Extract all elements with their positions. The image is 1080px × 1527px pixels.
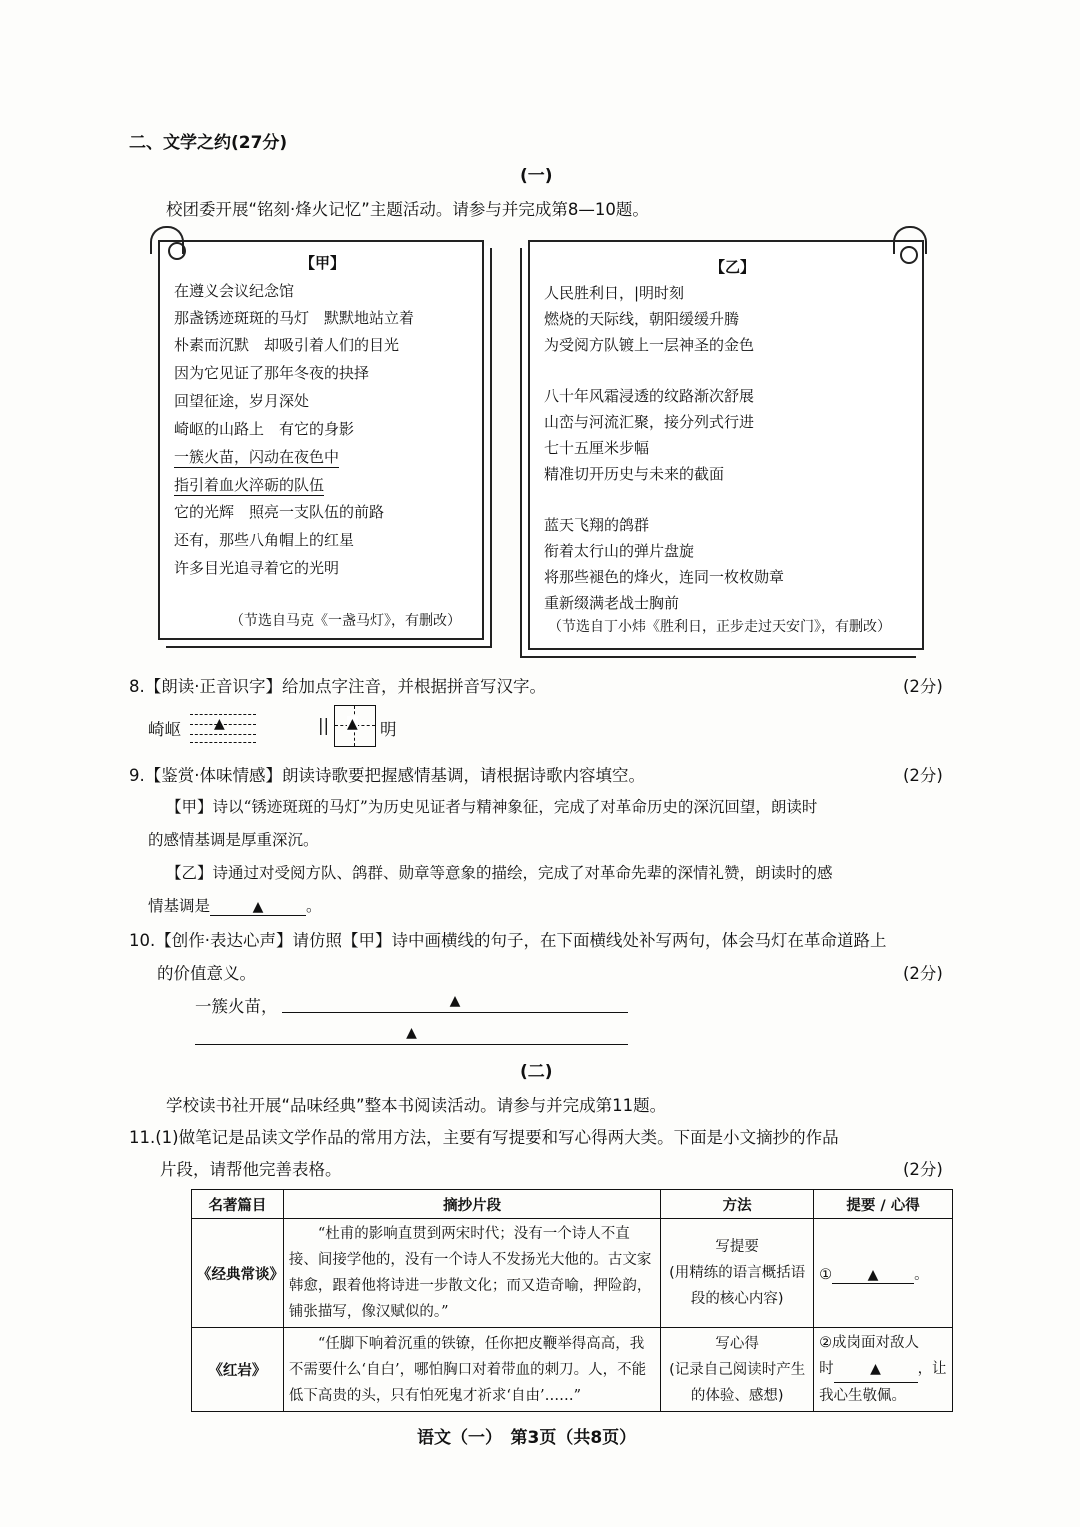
poem-yi-line: 山峦与河流汇聚，接分列式行进 <box>544 413 755 431</box>
q8-word-suffix: 明 <box>380 720 397 739</box>
section-title: 二、文学之约(27分) <box>129 133 288 153</box>
answer-line-a: ②成岗面对敌人 <box>819 1335 920 1351</box>
question-11-cont: 片段，请帮他完善表格。 <box>160 1160 342 1179</box>
question-10: 10.【创作·表达心声】请仿照【甲】诗中画横线的句子，在下面横线处补写两句，体会马灯在革命道路上 <box>129 931 887 950</box>
poem-jia-line: 朴素而沉默 却吸引着人们的目光 <box>174 336 400 354</box>
poem-yi-line: 八十年风霜浸透的纹路渐次舒展 <box>544 387 755 405</box>
question-9: 9.【鉴赏·体味情感】朗读诗歌要把握感情基调，请根据诗歌内容填空。 <box>129 766 645 785</box>
method-desc: (用精练的语言概括语段的核心内容) <box>669 1265 806 1307</box>
q9-paragraph-yi: 【乙】诗通过对受阅方队、鸽群、勋章等意象的描绘，完成了对革命先辈的深情礼赞，朗读时的感 <box>166 864 833 882</box>
table-row <box>192 1328 953 1412</box>
book-title-cell: 《经典常谈》 <box>192 1219 284 1328</box>
q10-answer-line-1[interactable] <box>282 990 628 1013</box>
method-title: 写心得 <box>715 1335 759 1352</box>
poem-jia-line: 那盏锈迹斑斑的马灯 默默地站立着 <box>174 309 415 327</box>
poem-yi-source: （节选自丁小炜《胜利日，正步走过天安门》，有删改） <box>548 619 891 635</box>
poem-yi-line: 燃烧的天际线，朝阳缓缓升腾 <box>544 310 740 328</box>
question-11: 11.(1)做笔记是品读文学作品的常用方法，主要有写提要和写心得两大类。下面是小文摘抄的作品 <box>129 1128 839 1147</box>
poem-jia-line: 许多目光追寻着它的光明 <box>174 559 340 577</box>
triangle-marker: ▲ <box>214 716 225 732</box>
answer-cell <box>814 1219 953 1328</box>
book-title-cell: 《红岩》 <box>192 1328 284 1412</box>
question-8: 8.【朗读·正音识字】给加点字注音，并根据拼音写汉字。 <box>129 677 546 696</box>
q9-paragraph-jia: 【甲】诗以“锈迹斑斑的马灯”为历史见证者与精神象征，完成了对革命历史的深沉回望，朗读时 <box>166 798 818 816</box>
method-title: 写提要 <box>715 1239 759 1255</box>
question-10-score: (2分) <box>903 964 943 983</box>
q10-answer-line-2[interactable] <box>195 1022 628 1045</box>
q10-lead-text: 一簇火苗， <box>195 997 278 1016</box>
answer-prefix: ① <box>819 1266 833 1283</box>
answer-line-c: 我心生敬佩。 <box>819 1388 907 1404</box>
poem-jia-line: 因为它见证了那年冬夜的抉择 <box>174 364 370 382</box>
hook-icon <box>893 226 927 254</box>
poem-yi-line: 衔着太行山的弹片盘旋 <box>544 542 695 560</box>
poem-jia-line: 回望征途，岁月深处 <box>174 392 310 410</box>
poem-yi-line: 蓝天飞翔的鸽群 <box>544 516 650 534</box>
poem-yi-line: 人民胜利日，|明时刻 <box>544 284 685 302</box>
q8-word-prefix: || <box>318 716 330 735</box>
question-8-score: (2分) <box>903 677 943 696</box>
answer-suffix: 。 <box>914 1266 929 1283</box>
question-9-score: (2分) <box>903 766 943 785</box>
q9-paragraph-jia-cont: 的感情基调是厚重深沉。 <box>148 831 319 849</box>
answer-prefix: 时 <box>819 1361 834 1377</box>
answer-blank[interactable] <box>834 1356 918 1383</box>
q8-word-qiqu: 崎岖 <box>148 720 181 739</box>
part-two-label: (二) <box>520 1062 553 1082</box>
triangle-marker: ▲ <box>406 1025 417 1041</box>
question-10-cont: 的价值意义。 <box>157 964 256 983</box>
q8-character-answer-box[interactable] <box>334 705 376 747</box>
answer-suffix: ，让 <box>917 1361 947 1377</box>
table-header-excerpt: 摘抄片段 <box>283 1190 660 1219</box>
triangle-marker: ▲ <box>870 1361 881 1377</box>
poem-jia-line: 它的光辉 照亮一支队伍的前路 <box>174 503 385 521</box>
poem-card-jia <box>158 240 484 640</box>
table-header-book: 名著篇目 <box>192 1190 284 1219</box>
poem-jia-underlined-line: 指引着血火淬砺的队伍 <box>174 476 325 494</box>
question-11-score: (2分) <box>903 1160 943 1179</box>
table-header-method: 方法 <box>661 1190 814 1219</box>
reading-notes-table <box>191 1189 953 1412</box>
poem-yi-line: 为受阅方队镀上一层神圣的金色 <box>544 336 755 354</box>
poem-jia-source: （节选自马克《一盏马灯》，有删改） <box>230 613 461 629</box>
poem-jia-line: 还有，那些八角帽上的红星 <box>174 531 355 549</box>
method-cell <box>661 1328 814 1412</box>
triangle-marker: ▲ <box>252 899 264 915</box>
poem-yi-line: 七十五厘米步幅 <box>544 439 650 457</box>
method-desc: (记录自己阅读时产生的体验、感想) <box>669 1361 806 1404</box>
q8-pinyin-answer-box[interactable] <box>190 712 256 744</box>
intro-one: 校团委开展“铭刻·烽火记忆”主题活动。请参与并完成第8—10题。 <box>166 200 649 219</box>
poem-jia-line: 崎岖的山路上 有它的身影 <box>174 420 355 438</box>
triangle-marker: ▲ <box>867 1266 879 1283</box>
excerpt-cell <box>283 1328 660 1412</box>
method-cell <box>661 1219 814 1328</box>
excerpt-cell <box>283 1219 660 1328</box>
excerpt-text: “任脚下响着沉重的铁镣，任你把皮鞭举得高高，我不需要什么‘自白’，哪怕胸口对着带血的刺刀。人，不能低下高贵的头，只有怕死鬼才祈求‘自由’……” <box>288 1335 647 1404</box>
q9-paragraph-yi-cont <box>148 894 322 916</box>
answer-blank[interactable] <box>832 1267 914 1284</box>
hook-icon <box>150 226 184 254</box>
q9-blank-prefix: 情基调是 <box>148 897 211 915</box>
poem-jia-line: 在遵义会议纪念馆 <box>174 282 295 300</box>
table-header-notes: 提要 / 心得 <box>814 1190 953 1219</box>
q9-answer-blank[interactable] <box>210 897 306 916</box>
part-one-label: (一) <box>520 166 553 186</box>
poem-jia-underlined-line: 一簇火苗，闪动在夜色中 <box>174 448 340 466</box>
poem-jia-label: 【甲】 <box>300 254 346 272</box>
poem-yi-label: 【乙】 <box>710 258 756 276</box>
q9-blank-suffix: 。 <box>306 897 322 915</box>
poem-yi-line: 精准切开历史与未来的截面 <box>544 465 725 483</box>
triangle-marker: ▲ <box>347 716 358 732</box>
answer-cell <box>814 1328 953 1412</box>
triangle-marker: ▲ <box>449 993 461 1009</box>
table-row <box>192 1219 953 1328</box>
poem-card-yi <box>528 240 924 650</box>
excerpt-text: “杜甫的影响直贯到两宋时代；没有一个诗人不直接、间接学他的，没有一个诗人不发扬光大他的。古文家韩愈，跟着他将诗进一步散文化；而又造奇喻，押险韵，铺张描写，像汉赋似的。” <box>288 1226 652 1320</box>
page-footer: 语文（一） 第3页（共8页） <box>417 1428 637 1448</box>
poem-yi-line: 将那些褪色的烽火，连同一枚枚勋章 <box>544 568 785 586</box>
poem-yi-line: 重新缀满老战士胸前 <box>544 594 680 612</box>
intro-two: 学校读书社开展“品味经典”整本书阅读活动。请参与并完成第11题。 <box>166 1096 667 1115</box>
